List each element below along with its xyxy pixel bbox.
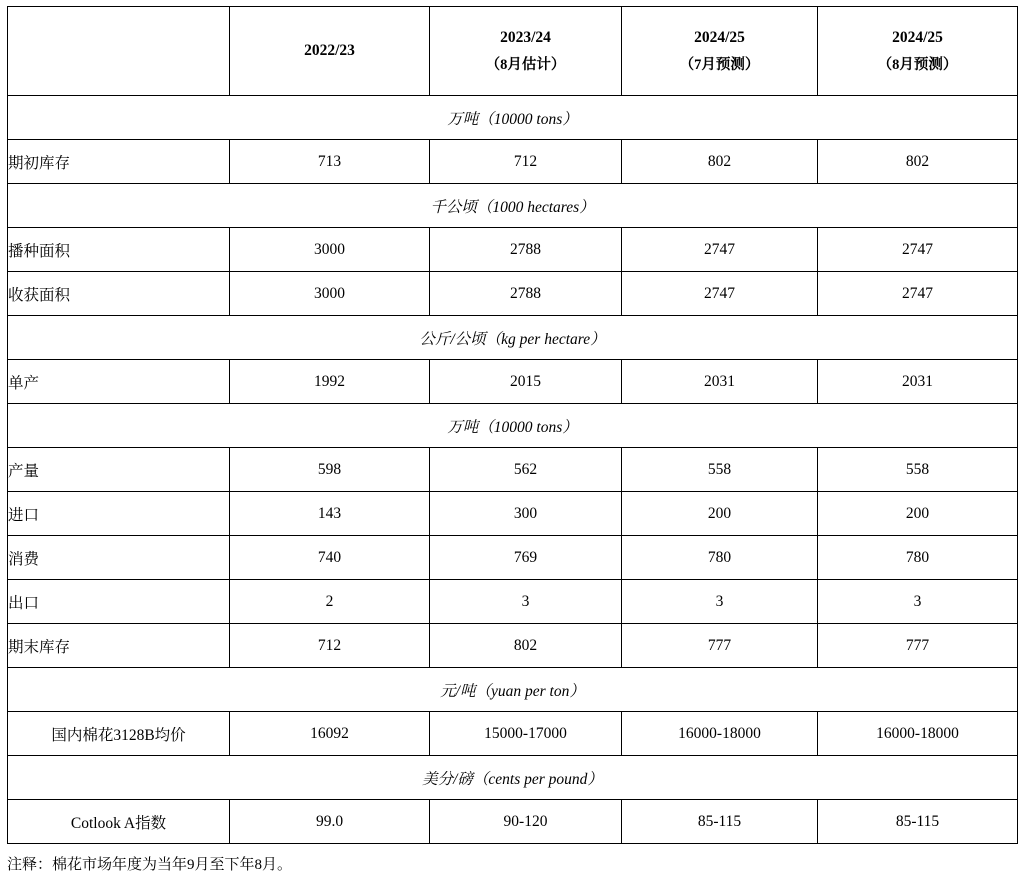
row-value: 3000 xyxy=(230,228,430,272)
row-value: 777 xyxy=(818,624,1018,668)
row-value: 2031 xyxy=(622,360,818,404)
table-row xyxy=(8,448,1018,492)
header-2023-24-line2: （8月估计） xyxy=(485,56,566,73)
row-value: 15000-17000 xyxy=(430,712,622,756)
row-value: 85-115 xyxy=(622,800,818,844)
header-cell-2022-23 xyxy=(230,7,430,96)
row-value: 2747 xyxy=(818,272,1018,316)
header-2024-25-august-line2: （8月预测） xyxy=(877,56,958,73)
unit-label: 千公顷（1000 hectares） xyxy=(8,184,1018,228)
row-value: 3 xyxy=(430,580,622,624)
header-2023-24-line1: 2023/24 xyxy=(500,28,551,46)
row-value: 780 xyxy=(818,536,1018,580)
header-cell-2023-24 xyxy=(430,7,622,96)
row-value: 802 xyxy=(622,140,818,184)
row-value: 2747 xyxy=(818,228,1018,272)
row-value: 3 xyxy=(622,580,818,624)
unit-row xyxy=(8,96,1018,140)
unit-label: 万吨（10000 tons） xyxy=(8,96,1018,140)
row-value: 300 xyxy=(430,492,622,536)
row-value: 2747 xyxy=(622,272,818,316)
header-2024-25-august-line1: 2024/25 xyxy=(892,28,943,46)
header-cell-item xyxy=(8,7,230,96)
row-value: 3 xyxy=(818,580,1018,624)
row-value: 558 xyxy=(622,448,818,492)
table-row xyxy=(8,140,1018,184)
row-value: 802 xyxy=(430,624,622,668)
unit-label: 公斤/公顷（kg per hectare） xyxy=(8,316,1018,360)
row-value: 1992 xyxy=(230,360,430,404)
row-value: 16092 xyxy=(230,712,430,756)
row-value: 777 xyxy=(622,624,818,668)
row-value: 740 xyxy=(230,536,430,580)
row-item-label: 期末库存 xyxy=(8,624,230,668)
row-value: 90-120 xyxy=(430,800,622,844)
row-value: 85-115 xyxy=(818,800,1018,844)
row-item-label: 单产 xyxy=(8,360,230,404)
table-row xyxy=(8,712,1018,756)
table-row xyxy=(8,272,1018,316)
row-value: 2031 xyxy=(818,360,1018,404)
header-2024-25-july-line1: 2024/25 xyxy=(694,28,745,46)
row-item-label: Cotlook A指数 xyxy=(8,800,230,844)
table-row xyxy=(8,580,1018,624)
row-value: 780 xyxy=(622,536,818,580)
unit-label: 万吨（10000 tons） xyxy=(8,404,1018,448)
row-item-label: 期初库存 xyxy=(8,140,230,184)
row-value: 2788 xyxy=(430,272,622,316)
row-value: 712 xyxy=(230,624,430,668)
unit-row xyxy=(8,316,1018,360)
document-page xyxy=(0,6,1024,873)
table-row xyxy=(8,624,1018,668)
unit-label: 美分/磅（cents per pound） xyxy=(8,756,1018,800)
unit-row xyxy=(8,184,1018,228)
unit-row xyxy=(8,668,1018,712)
row-item-label: 播种面积 xyxy=(8,228,230,272)
row-item-label: 收获面积 xyxy=(8,272,230,316)
row-value: 769 xyxy=(430,536,622,580)
table-row xyxy=(8,800,1018,844)
table-header-row xyxy=(8,7,1018,96)
row-value: 99.0 xyxy=(230,800,430,844)
row-item-label: 消费 xyxy=(8,536,230,580)
row-value: 200 xyxy=(622,492,818,536)
table-row xyxy=(8,492,1018,536)
row-item-label: 出口 xyxy=(8,580,230,624)
table-row xyxy=(8,536,1018,580)
unit-label: 元/吨（yuan per ton） xyxy=(8,668,1018,712)
table-row xyxy=(8,360,1018,404)
row-value: 713 xyxy=(230,140,430,184)
unit-row xyxy=(8,756,1018,800)
row-value: 802 xyxy=(818,140,1018,184)
row-value: 3000 xyxy=(230,272,430,316)
row-value: 2788 xyxy=(430,228,622,272)
row-item-label: 产量 xyxy=(8,448,230,492)
row-item-label: 国内棉花3128B均价 xyxy=(8,712,230,756)
table-body xyxy=(8,7,1018,844)
cotton-balance-sheet-table xyxy=(7,6,1018,844)
row-value: 143 xyxy=(230,492,430,536)
row-value: 16000-18000 xyxy=(818,712,1018,756)
header-2024-25-july-line2: （7月预测） xyxy=(679,56,760,73)
row-value: 2 xyxy=(230,580,430,624)
row-value: 598 xyxy=(230,448,430,492)
row-value: 2747 xyxy=(622,228,818,272)
row-value: 16000-18000 xyxy=(622,712,818,756)
header-2022-23-line1: 2022/23 xyxy=(304,42,355,60)
table-footnote: 注释：棉花市场年度为当年9月至下年8月。 xyxy=(7,857,293,873)
row-value: 2015 xyxy=(430,360,622,404)
header-cell-2024-25-august xyxy=(818,7,1018,96)
row-value: 558 xyxy=(818,448,1018,492)
row-item-label: 进口 xyxy=(8,492,230,536)
row-value: 200 xyxy=(818,492,1018,536)
unit-row xyxy=(8,404,1018,448)
header-cell-2024-25-july xyxy=(622,7,818,96)
row-value: 562 xyxy=(430,448,622,492)
table-row xyxy=(8,228,1018,272)
row-value: 712 xyxy=(430,140,622,184)
